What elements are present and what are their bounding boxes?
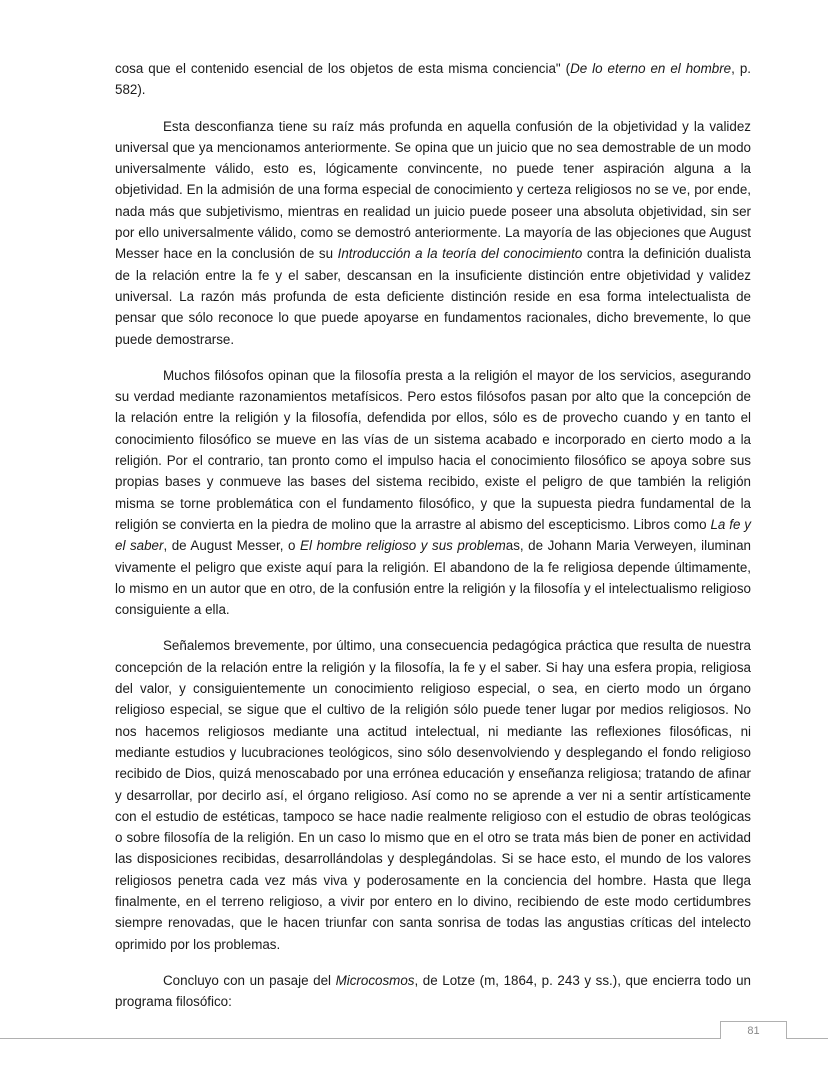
paragraph xyxy=(115,365,751,621)
text-run: Esta desconfianza tiene su raíz más profunda en aquella confusión de la objetividad y la validez universal que ya mencionamos anteriormente. Se opina que un juicio que no sea demostrable de un modo universalmente válido, esto es, lógicamente convincente, no puede tener aspiración alguna a la objetividad. En la admisión de una forma especial de conocimiento y certeza religiosos no se ve, por ende, nada más que subjetivismo, mientras en realidad un juicio puede poseer una absoluta objetividad, sin ser por ello universalmente válido, como se demostró anteriormente. La mayoría de las objeciones que August Messer hace en la conclusión de su xyxy=(115,118,751,262)
paragraph xyxy=(115,970,751,1013)
footer-rule-right xyxy=(786,1038,828,1039)
paragraph xyxy=(115,116,751,350)
text-run: Muchos filósofos opinan que la filosofía presta a la religión el mayor de los servicios, asegurando su verdad mediante razonamientos metafísicos. Pero estos filósofos pasan por alto que la concepción de la relación entre la religión y la filosofía, defendida por ellos, sólo es de provecho cuando y en tanto el conocimiento filosófico se mueve en las vías de un sistema acabado e incorporado en cierto modo a la religión. Por el contrario, tan pronto como el impulso hacia el conocimiento filosófico se apoya sobre sus propias bases y conmueve las bases del sistema recibido, existe el peligro de que también la religión misma se torne problemática con el fundamento filosófico, y que la supuesta piedra fundamental de la religión se convierta en la piedra de molino que la arrastre al abismo del escepticismo. Libros como xyxy=(115,367,751,532)
italic-title: Introducción a la teoría del conocimiento xyxy=(337,246,583,262)
document-body xyxy=(115,58,751,1027)
text-run: Concluyo con un pasaje del xyxy=(163,972,336,988)
text-run: contra la definición dualista de la relación entre la fe y el saber, descansan en la insuficiente distinción entre objetividad y validez universal. La razón más profunda de esta deficiente distinción reside en esa forma intelectualista de pensar que sólo reconoce lo que puede apoyarse en fundamentos racionales, dicho brevemente, lo que puede demostrarse. xyxy=(115,246,751,347)
text-run: , de August Messer, o xyxy=(163,538,301,554)
text-run: as, de Johann Maria Verweyen, iluminan vivamente el peligro que existe aquí para la religión. El abandono de la fe religiosa depende últimamente, lo mismo en un autor que en otro, de la confusión entre la religión y la filosofía y el intelectualismo religioso consiguiente a ella. xyxy=(115,538,751,618)
italic-title: La fe y el saber xyxy=(115,516,752,554)
footer-rule xyxy=(0,1038,720,1039)
paragraph xyxy=(115,58,751,101)
text-run: cosa que el contenido esencial de los objetos de esta misma conciencia" ( xyxy=(115,61,571,76)
paragraph xyxy=(115,635,751,954)
text-run: , de Lotze (m, 1864, p. 243 y ss.), que encierra todo un programa filosófico: xyxy=(115,972,751,1010)
page-number: 81 xyxy=(720,1021,787,1039)
italic-title: Microcosmos xyxy=(335,972,415,988)
text-run: , p. 582). xyxy=(115,61,751,98)
text-run: Señalemos brevemente, por último, una consecuencia pedagógica práctica que resulta de nuestra concepción de la relación entre la religión y la filosofía, la fe y el saber. Si hay una esfera propia, religiosa del valor, y consiguientemente un conocimiento religioso especial, o sea, en cierto modo un órgano religioso especial, se sigue que el cultivo de la religión sólo puede tener lugar por medios religiosos. No nos hacemos religiosos mediante una actitud intelectual, ni mediante las reflexiones filosóficas, ni mediante estudios y lucubraciones teológicos, sino sólo desenvolviendo y desplegando el fondo religioso recibido de Dios, quizá menoscabado por una errónea educación y enseñanza religiosa; tratando de afinar y desarrollar, por decirlo así, el órgano religioso. Así como no se aprende a ver ni a sentir artísticamente con el estudio de estéticas, tampoco se hace nadie realmente religioso con el estudio de obras teológicas o sobre filosofía de la religión. En un caso lo mismo que en el otro se trata más bien de poner en actividad las disposiciones recibidas, desarrollándolas y desplegándolas. Si se hace esto, el mundo de los valores religiosos penetra cada vez más viva y poderosamente en la conciencia del hombre. Hasta que llega finalmente, en el terreno religioso, a vivir por entero en lo divino, recibiendo de este modo certidumbres siempre renovadas, que le hacen triunfar con santa sonrisa de todas las angustias críticas del intelecto oprimido por los problemas. xyxy=(115,638,751,952)
italic-title: De lo eterno en el hombre xyxy=(570,61,732,76)
italic-title: El hombre religioso y sus problem xyxy=(300,538,506,554)
